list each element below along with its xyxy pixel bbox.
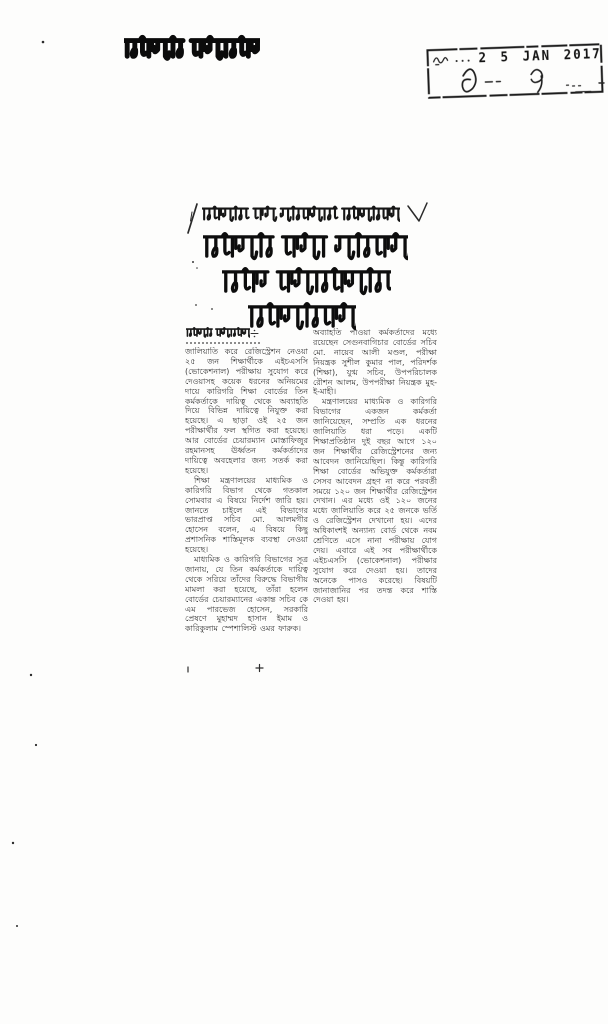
- byline-dotted-rule: [186, 342, 260, 343]
- date-stamp: [426, 43, 604, 99]
- masthead-logo-art: [124, 33, 260, 63]
- dust-speck: [35, 744, 37, 746]
- headline-line-1: [203, 229, 408, 264]
- dust-speck: [42, 41, 45, 44]
- dust-speck: [16, 925, 18, 927]
- paragraph: জালিয়াতি করে রেজিস্ট্রেশন নেওয়া ২৫ জন শিক্ষার্থীকে এইচএসসি (ভোকেশনাল) পরীক্ষায় সুযোগ করে দেওয়াসহ কয়েক ধরনের অনিয়মের দায়ে কারিগরি শিক্ষা বোর্ডের তিন কর্মকর্তাকে দায়িত্ব থেকে অব্যাহতি দিয়ে বিভিন্ন দায়িত্বে নিযুক্ত করা হয়েছে। এ ছাড়া ওই ২৫ জন পরীক্ষার্থীর ফল স্থগিত করা হয়েছে। আর বোর্ডের চেয়ারম্যান মোস্তাফিজুর রহমানসহ ঊর্ধ্বতন কর্মকর্তাদের দায়িত্বে অবহেলার জন্য সতর্ক করা হয়েছে।: [185, 347, 308, 475]
- dust-speck: [30, 674, 32, 676]
- dust-speck: [12, 842, 14, 844]
- body-column-right: [313, 328, 437, 656]
- kicker-art: [202, 204, 400, 224]
- headline-line-1-art: [203, 229, 408, 264]
- article-kicker: [202, 204, 400, 224]
- body-column-left: [185, 347, 308, 665]
- paragraph: মাধ্যমিক ও কারিগরি বিভাগের সূত্র জানায়, যে তিন কর্মকর্তাকে দায়িত্ব থেকে সরিয়ে তাঁদের বিরুদ্ধে বিভাগীয় মামলা করা হয়েছে, তাঁরা হলেন বোর্ডের চেয়ারম্যানের একান্ত সচিব কে এম পারভেজ হোসেন, সরকারি প্রেষণে মুহাম্মদ হাসান ইমাম ও কারিকুলাম স্পেশালিস্ট ওমর ফারুক।: [185, 555, 308, 634]
- paragraph: শিক্ষা মন্ত্রণালয়ের মাধ্যমিক ও কারিগরি বিভাগ থেকে গতকাল সোমবার এ বিষয়ে নির্দেশ জারি হয়। জানতে চাইলে এই বিভাগের ভারপ্রাপ্ত সচিব মো. আলমগীর হোসেন বলেন, এ বিষয়ে কিছু প্রশাসনিক শাস্তিমূলক ব্যবস্থা নেওয়া হয়েছে।: [185, 475, 308, 555]
- paragraph: মন্ত্রণালয়ের মাধ্যমিক ও কারিগরি বিভাগের একজন কর্মকর্তা জানিয়েছেন, সম্প্রতি এক ধরনের জালিয়াতি ধরা পড়ে। একটি শিক্ষাপ্রতিষ্ঠান দুই বছর আগে ১২০ জন শিক্ষার্থীর রেজিস্ট্রেশনের জন্য আবেদন জানিয়েছিল। কিন্তু কারিগরি শিক্ষা বোর্ডের অভিযুক্ত কর্মকর্তারা সেসব আবেদন গ্রহণ না করে পরবর্তী সময়ে ১২০ জন শিক্ষার্থীর রেজিস্ট্রেশন দেখান। এর মধ্যে ওই ১২০ জনের মধ্যে জালিয়াতি করে ২৫ জনকে ভর্তি ও রেজিস্ট্রেশন দেখানো হয়। এদের অধিকাংশই অন্যান্য বোর্ড থেকে নবম শ্রেণিতে এসে নানা পরীক্ষায় যোগ দেয়। এবারে এই সব পরীক্ষার্থীকে এইচএসসি (ভোকেশনাল) পরীক্ষার সুযোগ করে দেওয়া হয়। তাদের অনেকে পাসও করেছে। বিষয়টি জানাজানির পর তদন্ত করে শাস্তি দেওয়া হয়।: [313, 397, 437, 605]
- headline-line-2: [222, 264, 391, 299]
- byline: [186, 326, 250, 339]
- headline-line-2-art: [222, 264, 391, 299]
- stamp-date: 2 5 JAN 2017: [478, 45, 603, 66]
- masthead-logo: [124, 33, 260, 63]
- paragraph: অব্যাহতি পাওয়া কর্মকর্তাদের মধ্যে রয়েছেন সেগুনবাগিচার বোর্ডের সচিব মো. নায়েব আলী মণ্ডল, পরীক্ষা নিয়ন্ত্রক সুশীল কুমার পাল, পরিদর্শক (শিক্ষা), যুগ্ম সচিব, উপপরিচালক রৌশন আলম, উপপরীক্ষা নিয়ন্ত্রক মুহ-ই-মাহী।: [313, 328, 437, 397]
- byline-art: [186, 326, 250, 339]
